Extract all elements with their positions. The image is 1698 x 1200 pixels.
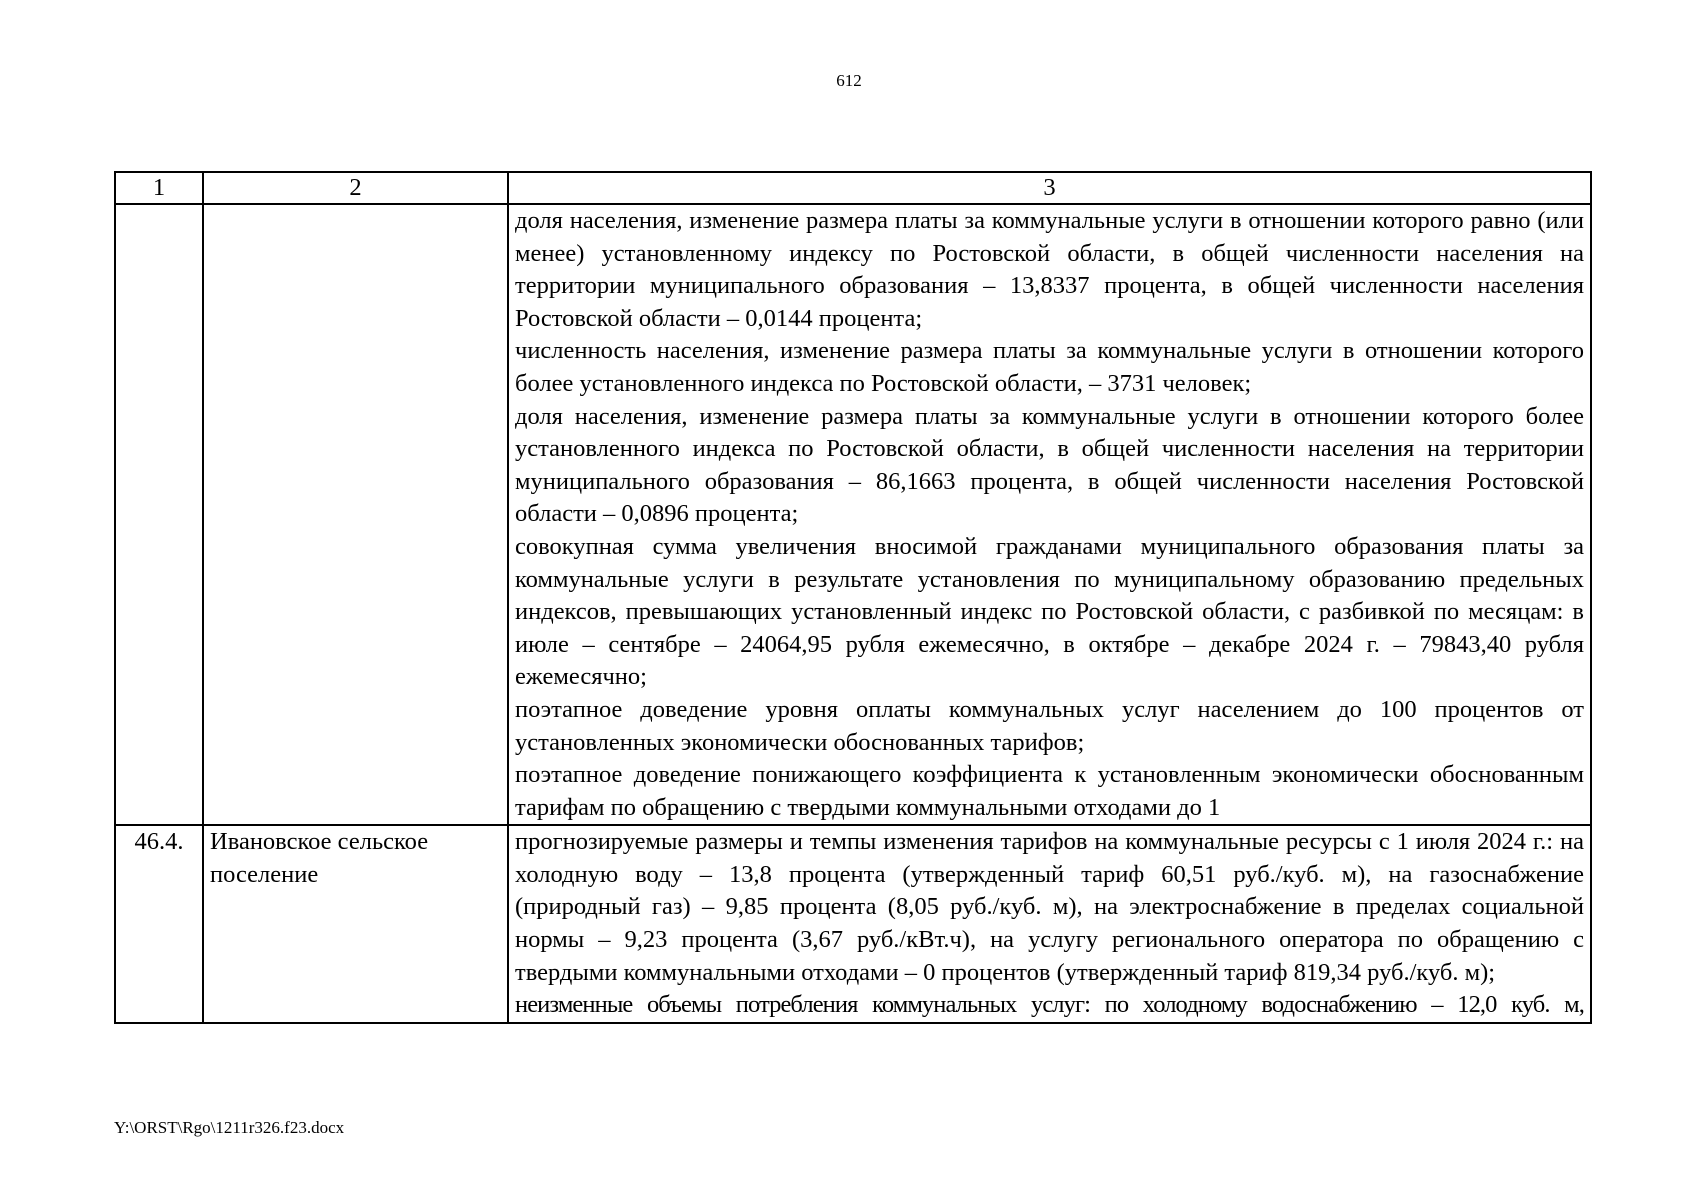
- table-row: [115, 825, 1591, 1023]
- content-paragraph: численность населения, изменение размера платы за коммунальные услуги в отношении которого более установленного индекса по Ростовской области, – 3731 человек;: [515, 337, 1584, 397]
- page-number: 612: [836, 71, 862, 90]
- content-paragraph: совокупная сумма увеличения вносимой гражданами муниципального образования платы за коммунальные услуги в результате установления по муниципальному образованию предельных индексов, превышающих установленный индекс по Ростовской области, с разбивкой по месяцам: в июле – сентябре – 24064,95 рубля ежемесячно, в октябре – декабре 2024 г. – 79843,40 рубля ежемесячно;: [515, 532, 1584, 691]
- settlement-name-cell: [203, 204, 508, 825]
- row-content-cell: [508, 204, 1591, 825]
- content-paragraph: поэтапное доведение понижающего коэффициента к установленным экономически обоснованным тарифам по обращению с твердыми коммунальными отходами до 1: [515, 761, 1584, 821]
- file-path-footer: Y:\ORST\Rgo\1211r326.f23.docx: [114, 1118, 345, 1137]
- settlement-name-cell: Ивановское сельское поселение: [203, 825, 508, 1023]
- column-header-2: 2: [203, 172, 508, 204]
- row-number-cell: [115, 204, 203, 825]
- document-table: [114, 171, 1592, 1024]
- table-row: [115, 204, 1591, 825]
- row-number-cell: 46.4.: [115, 825, 203, 1023]
- content-paragraph: доля населения, изменение размера платы за коммунальные услуги в отношении которого равно (или менее) установленному индексу по Ростовской области, в общей численности населения на территории муниципального образования – 13,8337 процента, в общей численности населения Ростовской области – 0,0144 процента;: [515, 207, 1584, 332]
- column-header-1: 1: [115, 172, 203, 204]
- row-content-cell: [508, 825, 1591, 1023]
- content-paragraph: прогнозируемые размеры и темпы изменения тарифов на коммунальные ресурсы с 1 июля 2024 г.: на холодную воду – 13,8 процента (утвержденный тариф 60,51 руб./куб. м), на газоснабжение (природный газ) – 9,85 процента (8,05 руб./куб. м), на электроснабжение в пределах социальной нормы – 9,23 процента (3,67 руб./кВт.ч), на услугу регионального оператора по обращению с твердыми коммунальными отходами – 0 процентов (утвержденный тариф 819,34 руб./куб. м);: [515, 828, 1584, 986]
- column-header-3: 3: [508, 172, 1591, 204]
- content-paragraph: поэтапное доведение уровня оплаты коммунальных услуг населением до 100 процентов от установленных экономически обоснованных тарифов;: [515, 695, 1584, 756]
- content-paragraph: неизменные объемы потребления коммунальных услуг: по холодному водоснабжению – 12,0 куб. м,: [515, 991, 1584, 1019]
- table-header-row: [115, 172, 1591, 204]
- content-paragraph: доля населения, изменение размера платы за коммунальные услуги в отношении которого более установленного индекса по Ростовской области, в общей численности населения на территории муниципального образования – 86,1663 процента, в общей численности населения Ростовской области – 0,0896 процента;: [515, 402, 1584, 528]
